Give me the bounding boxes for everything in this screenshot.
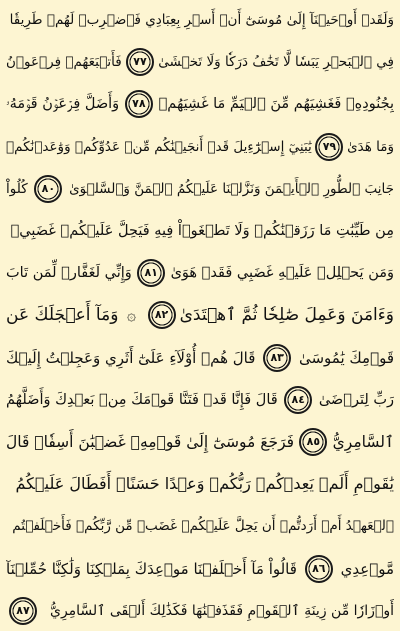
ayah-number-marker: ٨١ [137,259,165,287]
verse-text: وَمَآ أَعۡجَلَكَ عَن [6,305,119,326]
verse-text: فِي ٱلۡبَحۡرِ يَبَسٗا لَّا تَخَٰفُ دَرَكٗا وَلَا تَخۡشَىٰ [158,54,394,71]
verse-text: فَأَتۡبَعَهُمۡ فِرۡعَوۡنُ [6,54,122,71]
verse-line-10 [6,380,394,420]
verse-text: فَرَجَعَ مُوسَىٰٓ إِلَىٰ قَوۡمِهِۦ غَضۡبَٰنَ أَسِفٗاۚ قَالَ [6,433,295,452]
verse-line-2 [6,42,394,82]
verse-text: وَمَا هَدَىٰ [347,138,394,155]
ayah-number-marker: ٧٧ [126,48,154,76]
verse-text: قَالَ هُمۡ أُوْلَآءِ عَلَىٰٓ أَثَرِي وَعَجِلۡتُ إِلَيۡكَ [6,348,256,367]
verse-line-15 [6,591,394,631]
ayah-number-marker: ٨٧ [9,597,37,625]
verse-text: يَٰبَنِيٓ إِسۡرَٰٓءِيلَ قَدۡ أَنجَيۡنَٰكُم مِّنۡ عَدُوِّكُمۡ وَوَٰعَدۡنَٰكُمۡ [6,138,312,155]
verse-text: مَّوۡعِدِي [340,559,394,578]
verse-line-11 [6,422,394,462]
verse-line-9 [6,338,394,378]
verse-text: أَوۡزَارٗا مِّن زِينَةِ ٱلۡقَوۡمِ فَقَذَفۡنَٰهَا فَكَذَٰلِكَ أَلۡقَى ٱلسَّامِرِيُّ [49,602,394,619]
verse-line-7 [6,253,394,293]
verse-text: جَانِبَ ٱلطُّورِ ٱلۡأَيۡمَنَ وَنَزَّلۡنَا عَلَيۡكُمُ ٱلۡمَنَّ وَٱلسَّلۡوَىٰ [69,180,394,197]
verse-line-1 [6,0,394,40]
verse-text: وَأَضَلَّ فِرۡعَوۡنُ قَوۡمَهُۥ [6,96,120,113]
verse-text: وَءَامَنَ وَعَمِلَ صَٰلِحٗا ثُمَّ ٱهۡتَدَىٰ [179,305,394,326]
hizb-quarter-icon: ۞ [126,305,137,325]
verse-text: بِجُنُودِهِۦ فَغَشِيَهُم مِّنَ ٱلۡيَمِّ مَا غَشِيَهُمۡ [158,96,394,113]
ayah-number-marker: ٧٨ [125,90,153,118]
verse-text: قَالَ فَإِنَّا قَدۡ فَتَنَّا قَوۡمَكَ مِنۢ بَعۡدِكَ وَأَضَلَّهُمُ [6,391,278,408]
verse-text: مِن طَيِّبَٰتِ مَا رَزَقۡنَٰكُمۡ وَلَا تَطۡغَوۡاْ فِيهِ فَيَحِلَّ عَلَيۡكُمۡ غَضَبِيۖ [10,223,394,240]
verse-line-8 [6,295,394,335]
verse-line-3 [6,84,394,124]
verse-text: وَمَن يَحۡلِلۡ عَلَيۡهِ غَضَبِي فَقَدۡ هَوَىٰ [170,265,394,282]
ayah-number-marker: ٨٣ [263,344,291,372]
verse-text: قَالُواْ مَآ أَخۡلَفۡنَا مَوۡعِدَكَ بِمَلۡكِنَا وَلَٰكِنَّا حُمِّلۡنَآ [6,559,297,578]
verse-line-12 [6,464,394,504]
ayah-number-marker: ٨٤ [284,386,312,414]
verse-line-4 [6,127,394,167]
verse-text: رَبِّ لِتَرۡضَىٰ [318,391,394,408]
ayah-number-marker: ٧٩ [315,133,343,161]
verse-line-6 [6,211,394,251]
ayah-number-marker: ٨٦ [305,555,333,583]
verse-text: وَلَقَدۡ أَوۡحَيۡنَآ إِلَىٰ مُوسَىٰٓ أَنۡ أَسۡرِ بِعِبَادِي فَٱضۡرِبۡ لَهُمۡ طَرِيقٗا [9,12,394,28]
verse-text: كُلُواْ [6,180,28,197]
ayah-number-marker: ٨٥ [299,428,327,456]
verse-line-13 [6,506,394,546]
verse-text: يَٰقَوۡمِ أَلَمۡ يَعِدۡكُمۡ رَبُّكُمۡ وَعۡدًا حَسَنًاۚ أَفَطَالَ عَلَيۡكُمُ [15,474,394,494]
verse-text: ٱلسَّامِرِيُّ [332,433,394,452]
ayah-number-marker: ٨٠ [34,175,62,203]
verse-text: ٱلۡعَهۡدُ أَمۡ أَرَدتُّمۡ أَن يَحِلَّ عَلَيۡكُمۡ غَضَبٞ مِّن رَّبِّكُمۡ فَأَخۡلَفۡتُم [12,518,394,535]
ayah-number-marker: ٨٢ [148,301,176,329]
verse-text: وَإِنِّي لَغَفَّارٞ لِّمَن تَابَ [6,265,132,282]
verse-line-14 [6,549,394,589]
verse-text: قَوۡمِكَ يَٰمُوسَىٰ [298,348,394,367]
verse-line-5 [6,169,394,209]
